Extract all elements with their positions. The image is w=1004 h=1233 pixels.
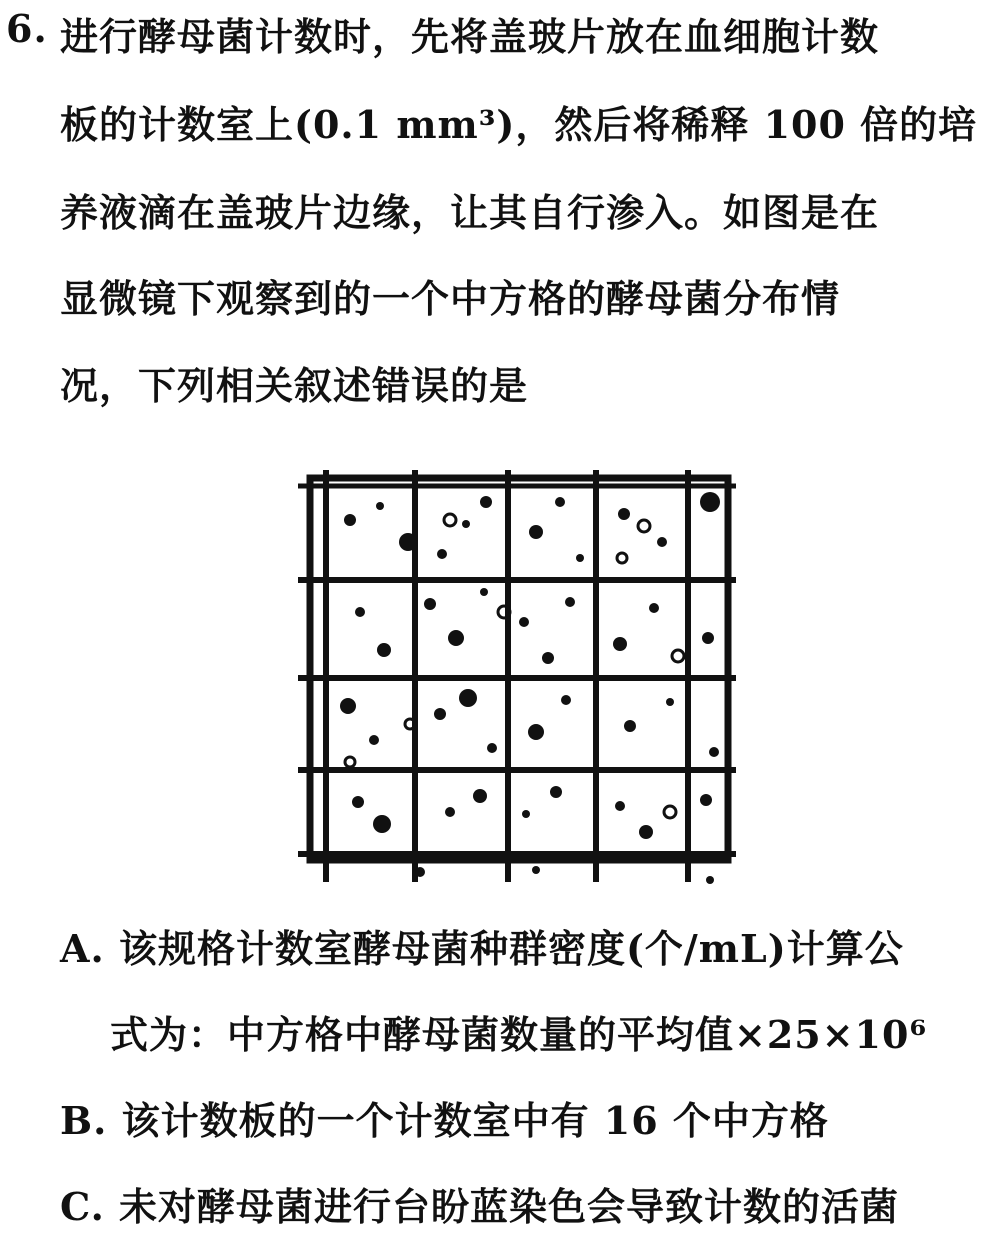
- option-c: C. 未对酵母菌进行台盼蓝染色会导致计数的活菌: [60, 1184, 900, 1229]
- question-number: 6.: [6, 6, 48, 51]
- hemocytometer-grid-icon: [290, 462, 740, 890]
- question-stem-line-5: 况，下列相关叙述错误的是: [60, 363, 529, 408]
- question-stem-line-4: 显微镜下观察到的一个中方格的酵母菌分布情: [60, 276, 841, 321]
- question-stem-line-2: 板的计数室上(0.1 mm³)，然后将稀释 100 倍的培: [60, 102, 978, 147]
- hemocytometer-grid-figure: [290, 462, 740, 890]
- question-stem-line-1: 进行酵母菌计数时，先将盖玻片放在血细胞计数: [60, 14, 880, 59]
- question-stem-line-3: 养液滴在盖玻片边缘，让其自行渗入。如图是在: [60, 190, 880, 235]
- option-a-line-2: 式为：中方格中酵母菌数量的平均值×25×10⁶: [110, 1012, 928, 1057]
- option-b: B. 该计数板的一个计数室中有 16 个中方格: [60, 1098, 829, 1143]
- option-a-line-1: A. 该规格计数室酵母菌种群密度(个/mL)计算公: [60, 926, 904, 971]
